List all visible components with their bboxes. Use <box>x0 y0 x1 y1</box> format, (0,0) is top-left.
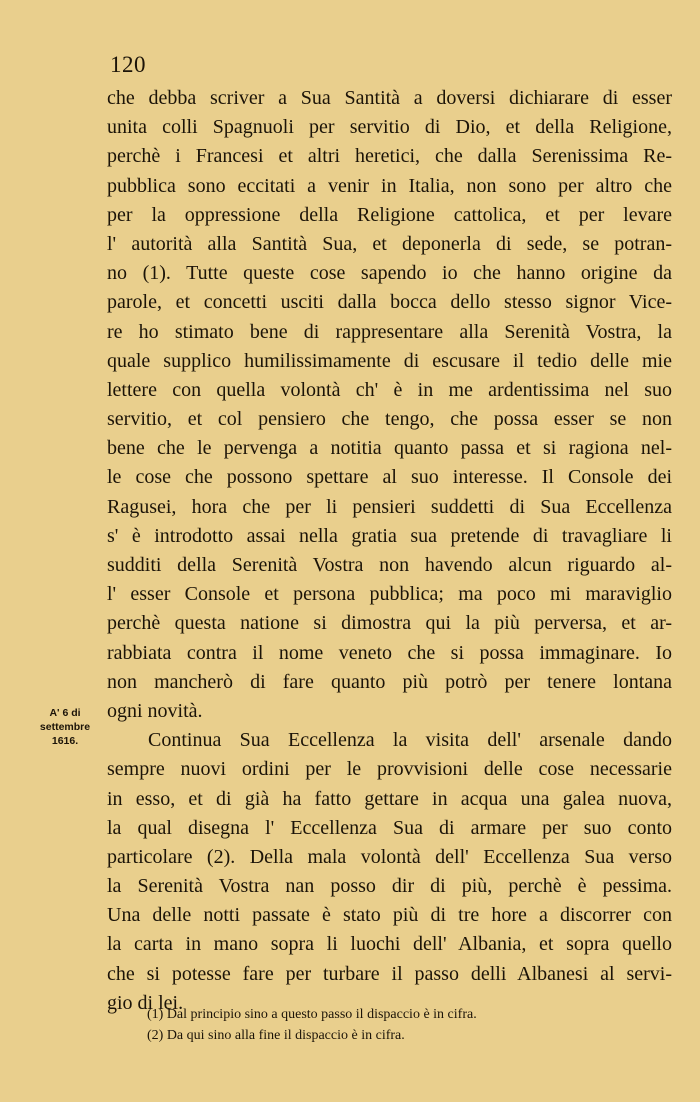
text-line: la carta in mano sopra li luochi dell' Albania, et sopra quello <box>107 933 672 956</box>
text-line: lettere con quella volontà ch' è in me ardentissima nel suo <box>107 378 672 401</box>
text-line: per la oppressione della Religione cattolica, et per levare <box>107 203 672 226</box>
text-line: ogni novità. <box>107 699 203 722</box>
text-line: quale supplico humilissimamente di escusare il tedio delle mie <box>107 349 672 372</box>
text-line: l' autorità alla Santità Sua, et deponerla di sede, se potran- <box>107 232 672 255</box>
text-line: sempre nuovi ordini per le provvisioni delle cose necessarie <box>107 758 672 781</box>
text-line: in esso, et di già ha fatto gettare in acqua una galea nuova, <box>107 787 672 810</box>
text-line: no (1). Tutte queste cose sapendo io che hanno origine da <box>107 262 672 285</box>
text-line: che si potesse fare per turbare il passo delli Albanesi al servi- <box>107 962 672 985</box>
margin-note-year: 1616. <box>51 735 79 747</box>
text-line: re ho stimato bene di rappresentare alla Serenità Vostra, la <box>107 320 672 343</box>
text-line: bene che le pervenga a notitia quanto passa et si ragiona nel- <box>107 437 672 460</box>
body-text <box>107 84 672 1018</box>
text-line: pubblica sono eccitati a venir in Italia, non sono per altro che <box>107 174 672 197</box>
footnote-1: (1) Dal principio sino a questo passo il dispaccio è in cifra. <box>147 1007 477 1022</box>
text-line: parole, et concetti usciti dalla bocca dello stesso signor Vice- <box>107 291 672 314</box>
text-line: servitio, et col pensiero che tengo, che possa esser se non <box>107 408 672 431</box>
text-line: perchè i Francesi et altri heretici, che dalla Serenissima Re- <box>107 145 672 168</box>
text-line: Continua Sua Eccellenza la visita dell' arsenale dando <box>148 729 672 752</box>
text-line: le cose che possono spettare al suo interesse. Il Console dei <box>107 466 672 489</box>
text-line: unita colli Spagnuoli per servitio di Dio, et della Religione, <box>107 116 672 139</box>
text-line: rabbiata contra il nome veneto che si possa immaginare. Io <box>107 641 672 664</box>
text-line: l' esser Console et persona pubblica; ma poco mi maraviglio <box>107 583 672 606</box>
text-line: la qual disegna l' Eccellenza Sua di armare per suo conto <box>107 816 672 839</box>
footnotes <box>147 1004 647 1046</box>
text-line: perchè questa natione si dimostra qui la più perversa, et ar- <box>107 612 672 635</box>
margin-date-note <box>30 706 100 748</box>
margin-note-day: A' 6 di <box>49 707 81 719</box>
text-line: non mancherò di fare quanto più potrò per tenere lontana <box>107 670 672 693</box>
margin-note-month: settembre <box>39 721 91 733</box>
footnote-2: (2) Da qui sino alla fine il dispaccio è in cifra. <box>147 1028 405 1043</box>
text-line: Ragusei, hora che per li pensieri suddetti di Sua Eccellenza <box>107 495 672 518</box>
text-line: la Serenità Vostra nan posso dir di più, perchè è pessima. <box>107 875 672 898</box>
text-line: sudditi della Serenità Vostra non havendo alcun riguardo al- <box>107 554 672 576</box>
text-line: che debba scriver a Sua Santità a doversi dichiarare di esser <box>107 87 672 109</box>
text-line: Una delle notti passate è stato più di tre hore a discorrer con <box>107 904 672 927</box>
text-line: s' è introdotto assai nella gratia sua pretende di travagliare li <box>107 524 672 547</box>
page-number: 120 <box>110 52 146 77</box>
text-line: gio di lei. <box>107 991 184 1014</box>
text-line: particolare (2). Della mala volontà dell' Eccellenza Sua verso <box>107 845 672 868</box>
